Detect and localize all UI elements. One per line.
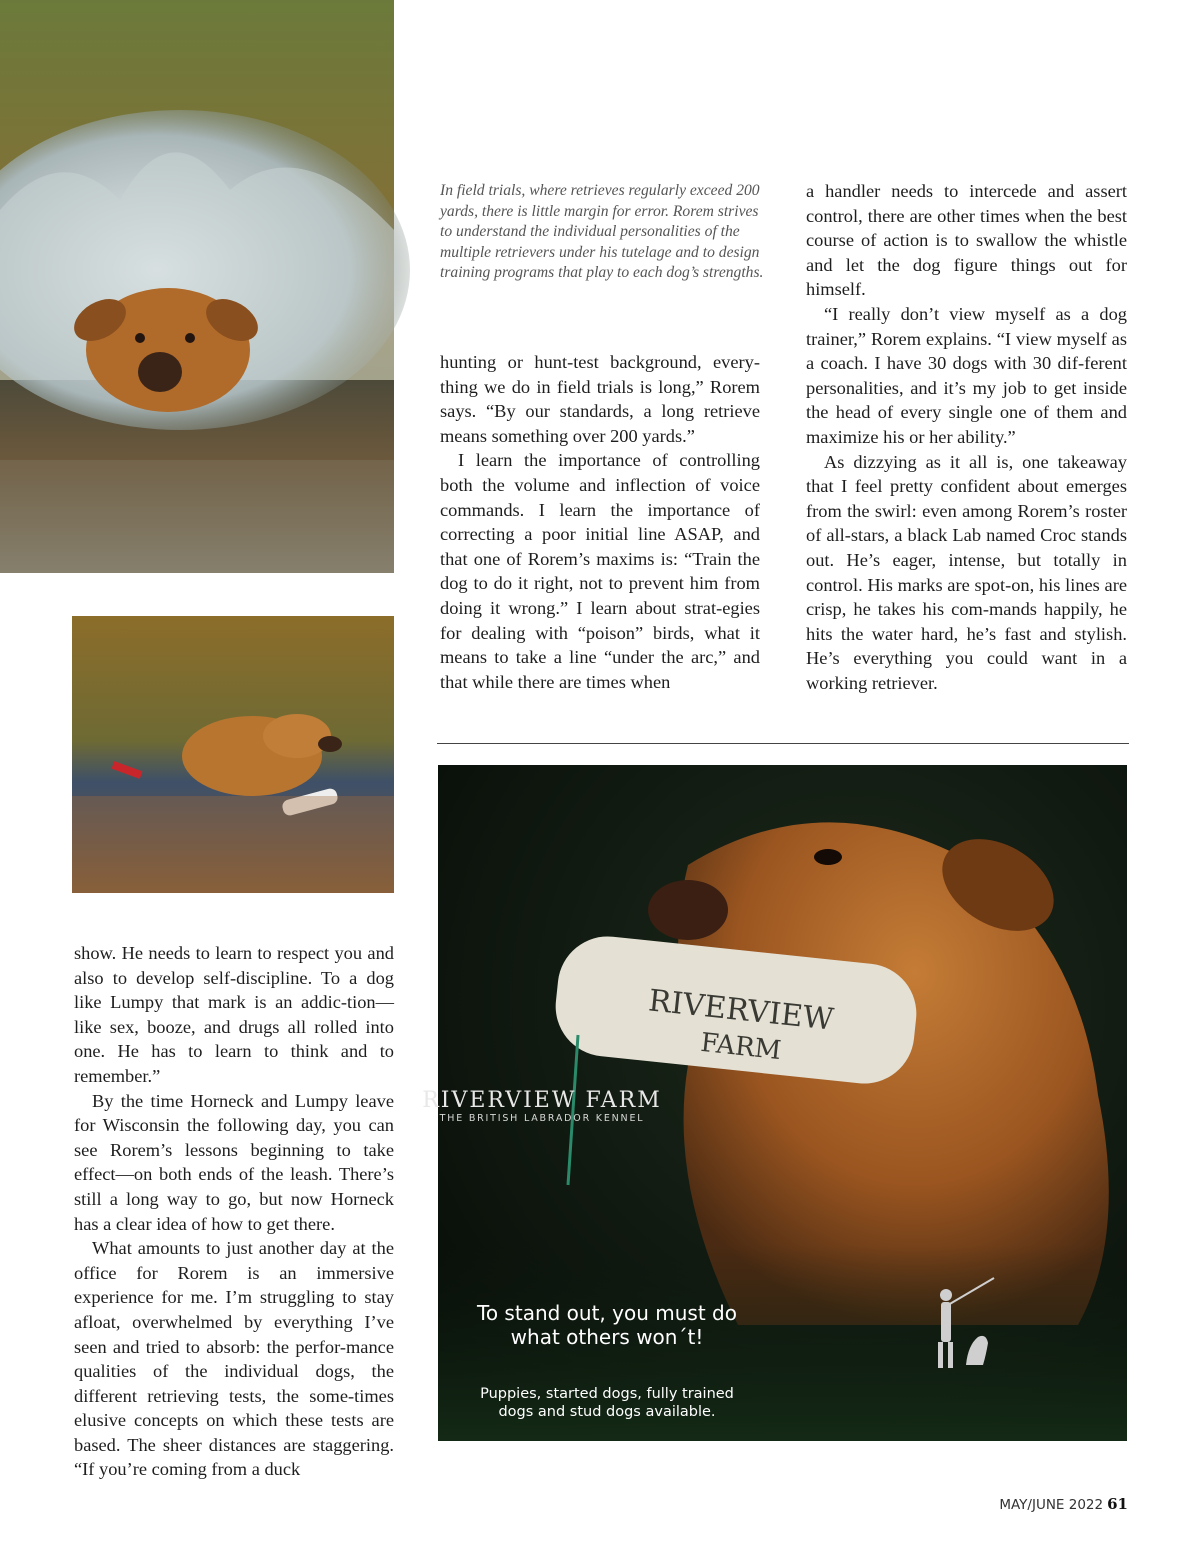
- ad-email: office@riverviewfarm-kennel.com: [480, 1486, 734, 1504]
- paragraph: By the time Horneck and Lumpy leave for Wisconsin the following day, you can see Rorem’s lessons beginning to take effect—on both ends of the leash. There’s still a long way to go, but now Horneck has a clear idea of how to get there.: [74, 1090, 394, 1234]
- paragraph: a handler needs to intercede and assert control, there are other times when the best course of action is to swallow the whistle and let the dog figure things out for himself.: [806, 181, 1127, 300]
- section-divider: [437, 743, 1129, 744]
- ad-brand-name: RIVERVIEW FARM: [422, 1088, 662, 1113]
- article-column-right: [806, 179, 1127, 695]
- ad-contact: [438, 1485, 776, 1525]
- article-column-left: [74, 941, 394, 1482]
- paragraph: I learn the importance of controlling both the volume and inflection of voice commands. I learn the importance of correcting a poor initial line ASAP, and that one of Rorem’s maxims is: “Train the dog to do it right, not to prevent him from doing it wrong.” I learn about strat-egies for dealing with “poison” birds, what it means to take a line “under the arc,” and that while there are times when: [440, 450, 760, 692]
- page-number: 61: [1107, 1495, 1128, 1513]
- ad-headline: To stand out, you must do what others won´t!: [477, 1301, 737, 1349]
- photo-caption: In field trials, where retrieves regularly exceed 200 yards, there is little margin for error. Rorem strives to understand the individual personalities of the multiple retrievers under his tutelage and to design training programs that play to each dog’s strengths.: [440, 182, 764, 282]
- paragraph: What amounts to just another day at the office for Rorem is an immersive experience for me. I’m struggling to stay afloat, overwhelmed by everything I’ve seen and tried to absorb: the perfor-mance qualities of the individual dogs, the different retrieving tests, the some-times elusive concepts on which these tests are based. The sheer distances are staggering. “If you’re coming from a duck: [74, 1238, 394, 1480]
- dummy-label-line2: FARM: [699, 1027, 783, 1067]
- photo-dog-swimming: [72, 616, 394, 893]
- paragraph: show. He needs to learn to respect you and also to develop self-discipline. To a dog like Lumpy that mark is an addic-tion—like sex, booze, and drugs all rolled into one. He has to learn to think and to remember.”: [74, 943, 394, 1086]
- issue-date: MAY/JUNE 2022: [999, 1497, 1104, 1513]
- article-column-middle: [440, 350, 760, 694]
- ad-subheadline: Puppies, started dogs, fully trained dogs and stud dogs available.: [480, 1386, 734, 1420]
- paragraph: hunting or hunt-test background, every-thing we do in field trials is long,” Rorem says. “By our standards, a long retrieve means something over 200 yards.”: [440, 352, 760, 446]
- ad-brand-tagline: THE BRITISH LABRADOR KENNEL: [439, 1113, 645, 1124]
- photo-dog-splashing: [0, 0, 394, 573]
- page-footer: [999, 1495, 1128, 1513]
- dummy-label-line1: RIVERVIEW: [646, 983, 836, 1038]
- paragraph: As dizzying as it all is, one takeaway that I feel pretty confident about emerges from the swirl: even among Rorem’s roster of all-stars, a black Lab named Croc stands out. He’s eager, intense, but totally in control. His marks are spot-on, his lines are crisp, he takes his com-mands happily, he hits the water hard, he’s fast and stylish. He’s everything you could want in a working retriever.: [806, 451, 1127, 693]
- paragraph: “I really don’t view myself as a dog trainer,” Rorem explains. “I view myself as a coach. I have 30 dogs with 30 dif-ferent personalities, and it’s my job to get inside the head of every single one of them and maximize his or her ability.”: [806, 303, 1127, 447]
- ad-website: www.riverviewfarm-kennel.com: [488, 1506, 726, 1524]
